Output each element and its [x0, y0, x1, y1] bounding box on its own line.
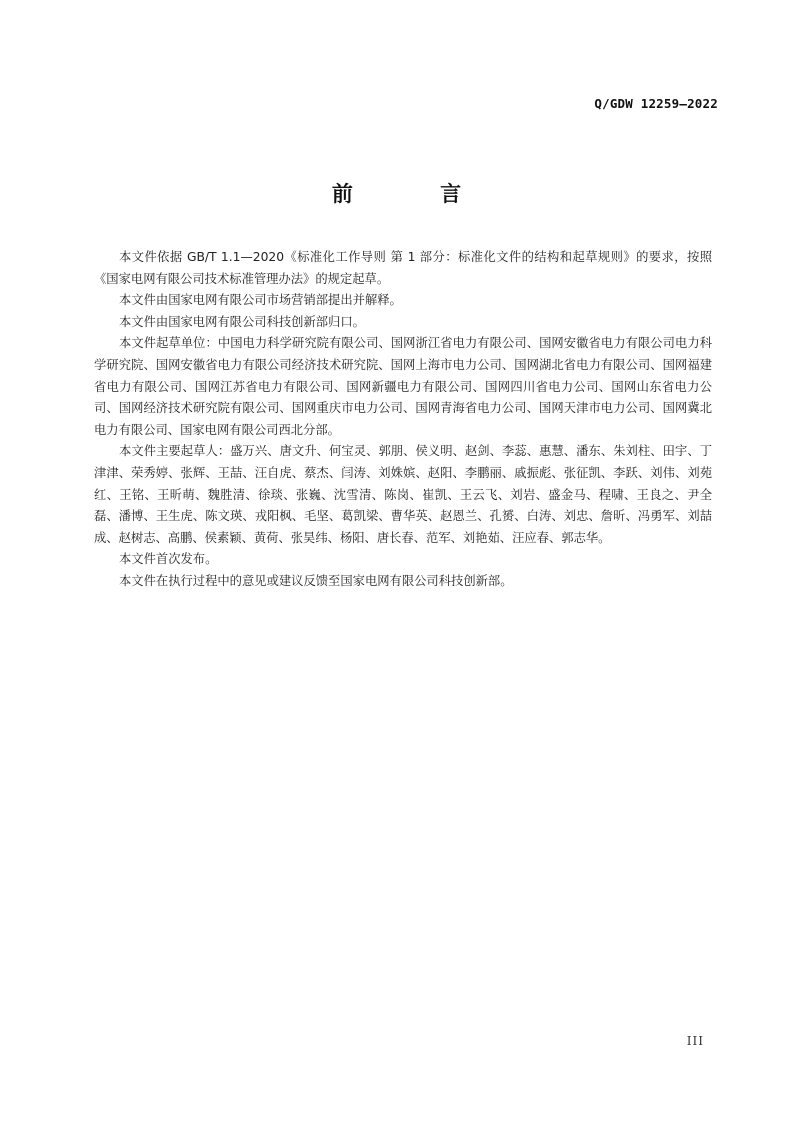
- paragraph-drafting-units: 本文件起草单位：中国电力科学研究院有限公司、国网浙江省电力有限公司、国网安徽省电力有限公司电力科学研究院、国网安徽省电力有限公司经济技术研究院、国网上海市电力公司、国网湖北省电力有限公司、国网福建省电力有限公司、国网江苏省电力有限公司、国网新疆电力有限公司、国网四川省电力公司、国网山东省电力公司、国网经济技术研究院有限公司、国网重庆市电力公司、国网青海省电力公司、国网天津市电力公司、国网冀北电力有限公司、国家电网有限公司西北分部。: [94, 336, 712, 437]
- paragraph-centralized-unit: 本文件由国家电网有限公司科技创新部归口。: [119, 314, 365, 329]
- paragraph-first-release: 本文件首次发布。: [119, 552, 218, 567]
- preface-body: [94, 247, 712, 593]
- paragraph-drafting-basis: 本文件依据 GB/T 1.1—2020《标准化工作导则 第 1 部分：标准化文件的结构和起草规则》的要求，按照《国家电网有限公司技术标准管理办法》的规定起草。: [94, 250, 712, 286]
- paragraph-main-drafters: 本文件主要起草人：盛万兴、唐文升、何宝灵、郭朋、侯义明、赵剑、李蕊、惠慧、潘东、朱刘柱、田宇、丁津津、荣秀婷、张辉、王喆、汪自虎、蔡杰、闫涛、刘姝嫔、赵阳、李鹏丽、戚振彪、张征凯、李跃、刘伟、刘苑红、王铭、王昕萌、魏胜清、徐琰、张巍、沈雪清、陈岗、崔凯、王云飞、刘岩、盛金马、程啸、王良之、尹全磊、潘博、王生虎、陈文瑛、戎阳枫、毛坚、葛凯梁、曹华英、赵恩兰、孔赟、白涛、刘忠、詹昕、冯勇军、刘喆成、赵树志、高鹏、侯素颖、黄荷、张昊纬、杨阳、唐长春、范军、刘艳茹、汪应春、郭志华。: [94, 444, 712, 545]
- paragraph-proposer: 本文件由国家电网有限公司市场营销部提出并解释。: [119, 293, 402, 308]
- page-number: III: [686, 1034, 704, 1048]
- preface-title: 前 言: [331, 182, 502, 206]
- document-code: Q/GDW 12259—2022: [594, 96, 718, 111]
- paragraph-feedback: 本文件在执行过程中的意见或建议反馈至国家电网有限公司科技创新部。: [119, 573, 513, 588]
